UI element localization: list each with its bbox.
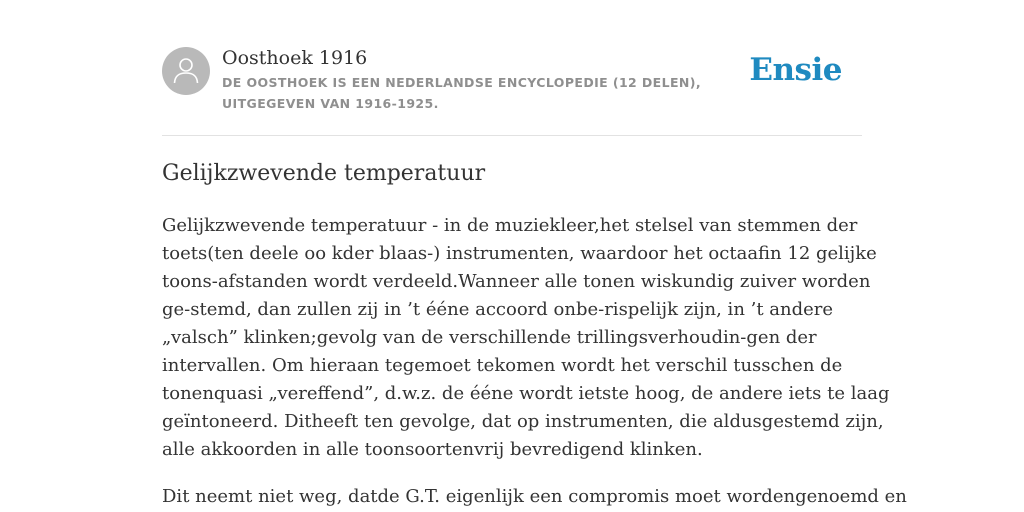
text-line: toets(ten deele oo kder blaas-) instrumenten, waardoor het octaafin 12 gelijke [162,243,877,264]
ensie-logo[interactable]: Ensie [749,52,842,88]
article-body [162,212,907,512]
text-line: tonenquasi „vereffend”, d.w.z. de éénе wordt ietste hoog, de andere iets te laag [162,383,890,404]
text-line: „valsch” klinken;gevolg van de verschillende trillingsverhoudin-gen der [162,327,817,348]
header-divider [162,135,862,136]
text-line: toons-afstanden wordt verdeeld.Wanneer alle tonen wiskundig zuiver worden [162,271,871,292]
text-line: intervallen. Om hieraan tegemoet tekomen wordt het verschil tusschen de [162,355,843,376]
text-line: Dit neemt niet weg, datde G.T. eigenlijk een compromis moet wordengenoemd en [162,486,907,507]
article-title: Gelijkzwevende temperatuur [162,161,486,186]
source-header [162,46,862,114]
source-description: DE OOSTHOEK IS EEN NEDERLANDSE ENCYCLOPEDIE (12 DELEN), UITGEGEVEN VAN 1916-1925. [222,75,702,111]
source-title[interactable]: Oosthoek 1916 [222,47,368,69]
text-line: alle akkoorden in alle toonsoortenvrij bevredigend klinken. [162,439,703,460]
text-line: Gelijkzwevende temperatuur - in de muziekleer,het stelsel van stemmen der [162,215,858,236]
text-line: ge-stemd, dan zullen zij in ’t éénе accoord onbe-rispelijk zijn, in ’t andere [162,299,834,320]
article-paragraph [162,212,890,464]
text-line: geïntoneerd. Ditheeft ten gevolge, dat op instrumenten, die aldusgestemd zijn, [162,411,884,432]
person-icon [162,47,210,95]
article-paragraph [162,483,907,511]
source-avatar[interactable] [162,47,210,95]
